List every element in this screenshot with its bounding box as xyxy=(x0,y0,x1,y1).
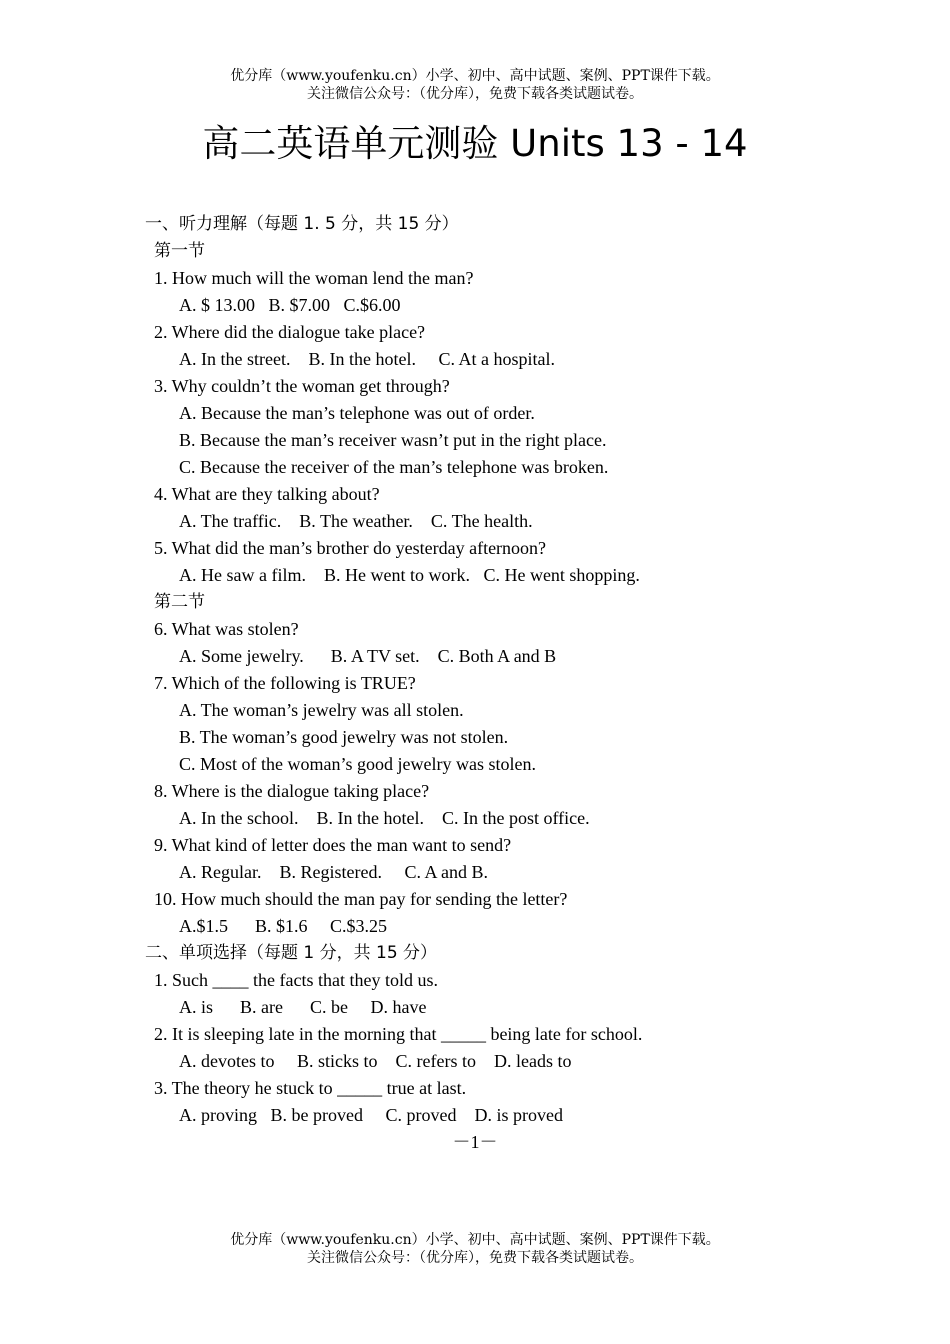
question-text: 5. What did the man’s brother do yesterday afternoon? xyxy=(154,538,547,558)
question-text: 8. Where is the dialogue taking place? xyxy=(154,781,430,801)
header-line-1: 优分库（www.youfenku.cn）小学、初中、高中试题、案例、PPT课件下载。 xyxy=(230,68,720,84)
header-line-2: 关注微信公众号：（优分库），免费下载各类试题试卷。 xyxy=(307,86,643,102)
answer-options: A. $ 13.00 B. $7.00 C.$6.00 xyxy=(179,295,401,315)
footer-line-1: 优分库（www.youfenku.cn）小学、初中、高中试题、案例、PPT课件下载。 xyxy=(230,1232,720,1248)
section-heading: 一、听力理解（每题 1. 5 分，共 15 分） xyxy=(145,214,459,234)
question-text: 10. How much should the man pay for sending the letter? xyxy=(154,889,568,909)
question-text: 6. What was stolen? xyxy=(154,619,299,639)
page-title: 高二英语单元测验 Units 13 - 14 xyxy=(202,122,748,165)
answer-options: A. Because the man’s telephone was out of order. xyxy=(179,403,535,423)
question-text: 4. What are they talking about? xyxy=(154,484,380,504)
answer-options: A. devotes to B. sticks to C. refers to D. leads to xyxy=(179,1051,572,1071)
answer-options: B. Because the man’s receiver wasn’t put in the right place. xyxy=(179,430,607,450)
footer-line-2: 关注微信公众号：（优分库），免费下载各类试题试卷。 xyxy=(307,1250,643,1266)
page-header xyxy=(0,67,950,103)
answer-options: A. Some jewelry. B. A TV set. C. Both A and B xyxy=(179,646,557,666)
answer-options: A. He saw a film. B. He went to work. C. He went shopping. xyxy=(179,565,640,585)
answer-options: A. In the street. B. In the hotel. C. At a hospital. xyxy=(179,349,555,369)
question-text: 2. Where did the dialogue take place? xyxy=(154,322,426,342)
answer-options: B. The woman’s good jewelry was not stolen. xyxy=(179,727,509,747)
page-number: －1－ xyxy=(452,1132,498,1152)
answer-options: A. The traffic. B. The weather. C. The health. xyxy=(179,511,533,531)
subsection-heading: 第二节 xyxy=(154,592,205,612)
answer-options: C. Most of the woman’s good jewelry was stolen. xyxy=(179,754,536,774)
question-text: 1. Such ____ the facts that they told us. xyxy=(154,970,438,990)
answer-options: A. proving B. be proved C. proved D. is proved xyxy=(179,1105,563,1125)
question-text: 3. Why couldn’t the woman get through? xyxy=(154,376,450,396)
question-text: 2. It is sleeping late in the morning that _____ being late for school. xyxy=(154,1024,643,1044)
answer-options: A. In the school. B. In the hotel. C. In the post office. xyxy=(179,808,590,828)
document-body xyxy=(0,211,950,1156)
answer-options: A. Regular. B. Registered. C. A and B. xyxy=(179,862,488,882)
question-text: 9. What kind of letter does the man want to send? xyxy=(154,835,512,855)
question-text: 7. Which of the following is TRUE? xyxy=(154,673,416,693)
question-text: 3. The theory he stuck to _____ true at last. xyxy=(154,1078,467,1098)
answer-options: A.$1.5 B. $1.6 C.$3.25 xyxy=(179,916,388,936)
answer-options: A. is B. are C. be D. have xyxy=(179,997,427,1017)
answer-options: C. Because the receiver of the man’s telephone was broken. xyxy=(179,457,609,477)
section-heading: 二、单项选择（每题 1 分，共 15 分） xyxy=(145,943,438,963)
subsection-heading: 第一节 xyxy=(154,241,205,261)
page-footer xyxy=(0,1231,950,1267)
question-text: 1. How much will the woman lend the man? xyxy=(154,268,474,288)
answer-options: A. The woman’s jewelry was all stolen. xyxy=(179,700,464,720)
